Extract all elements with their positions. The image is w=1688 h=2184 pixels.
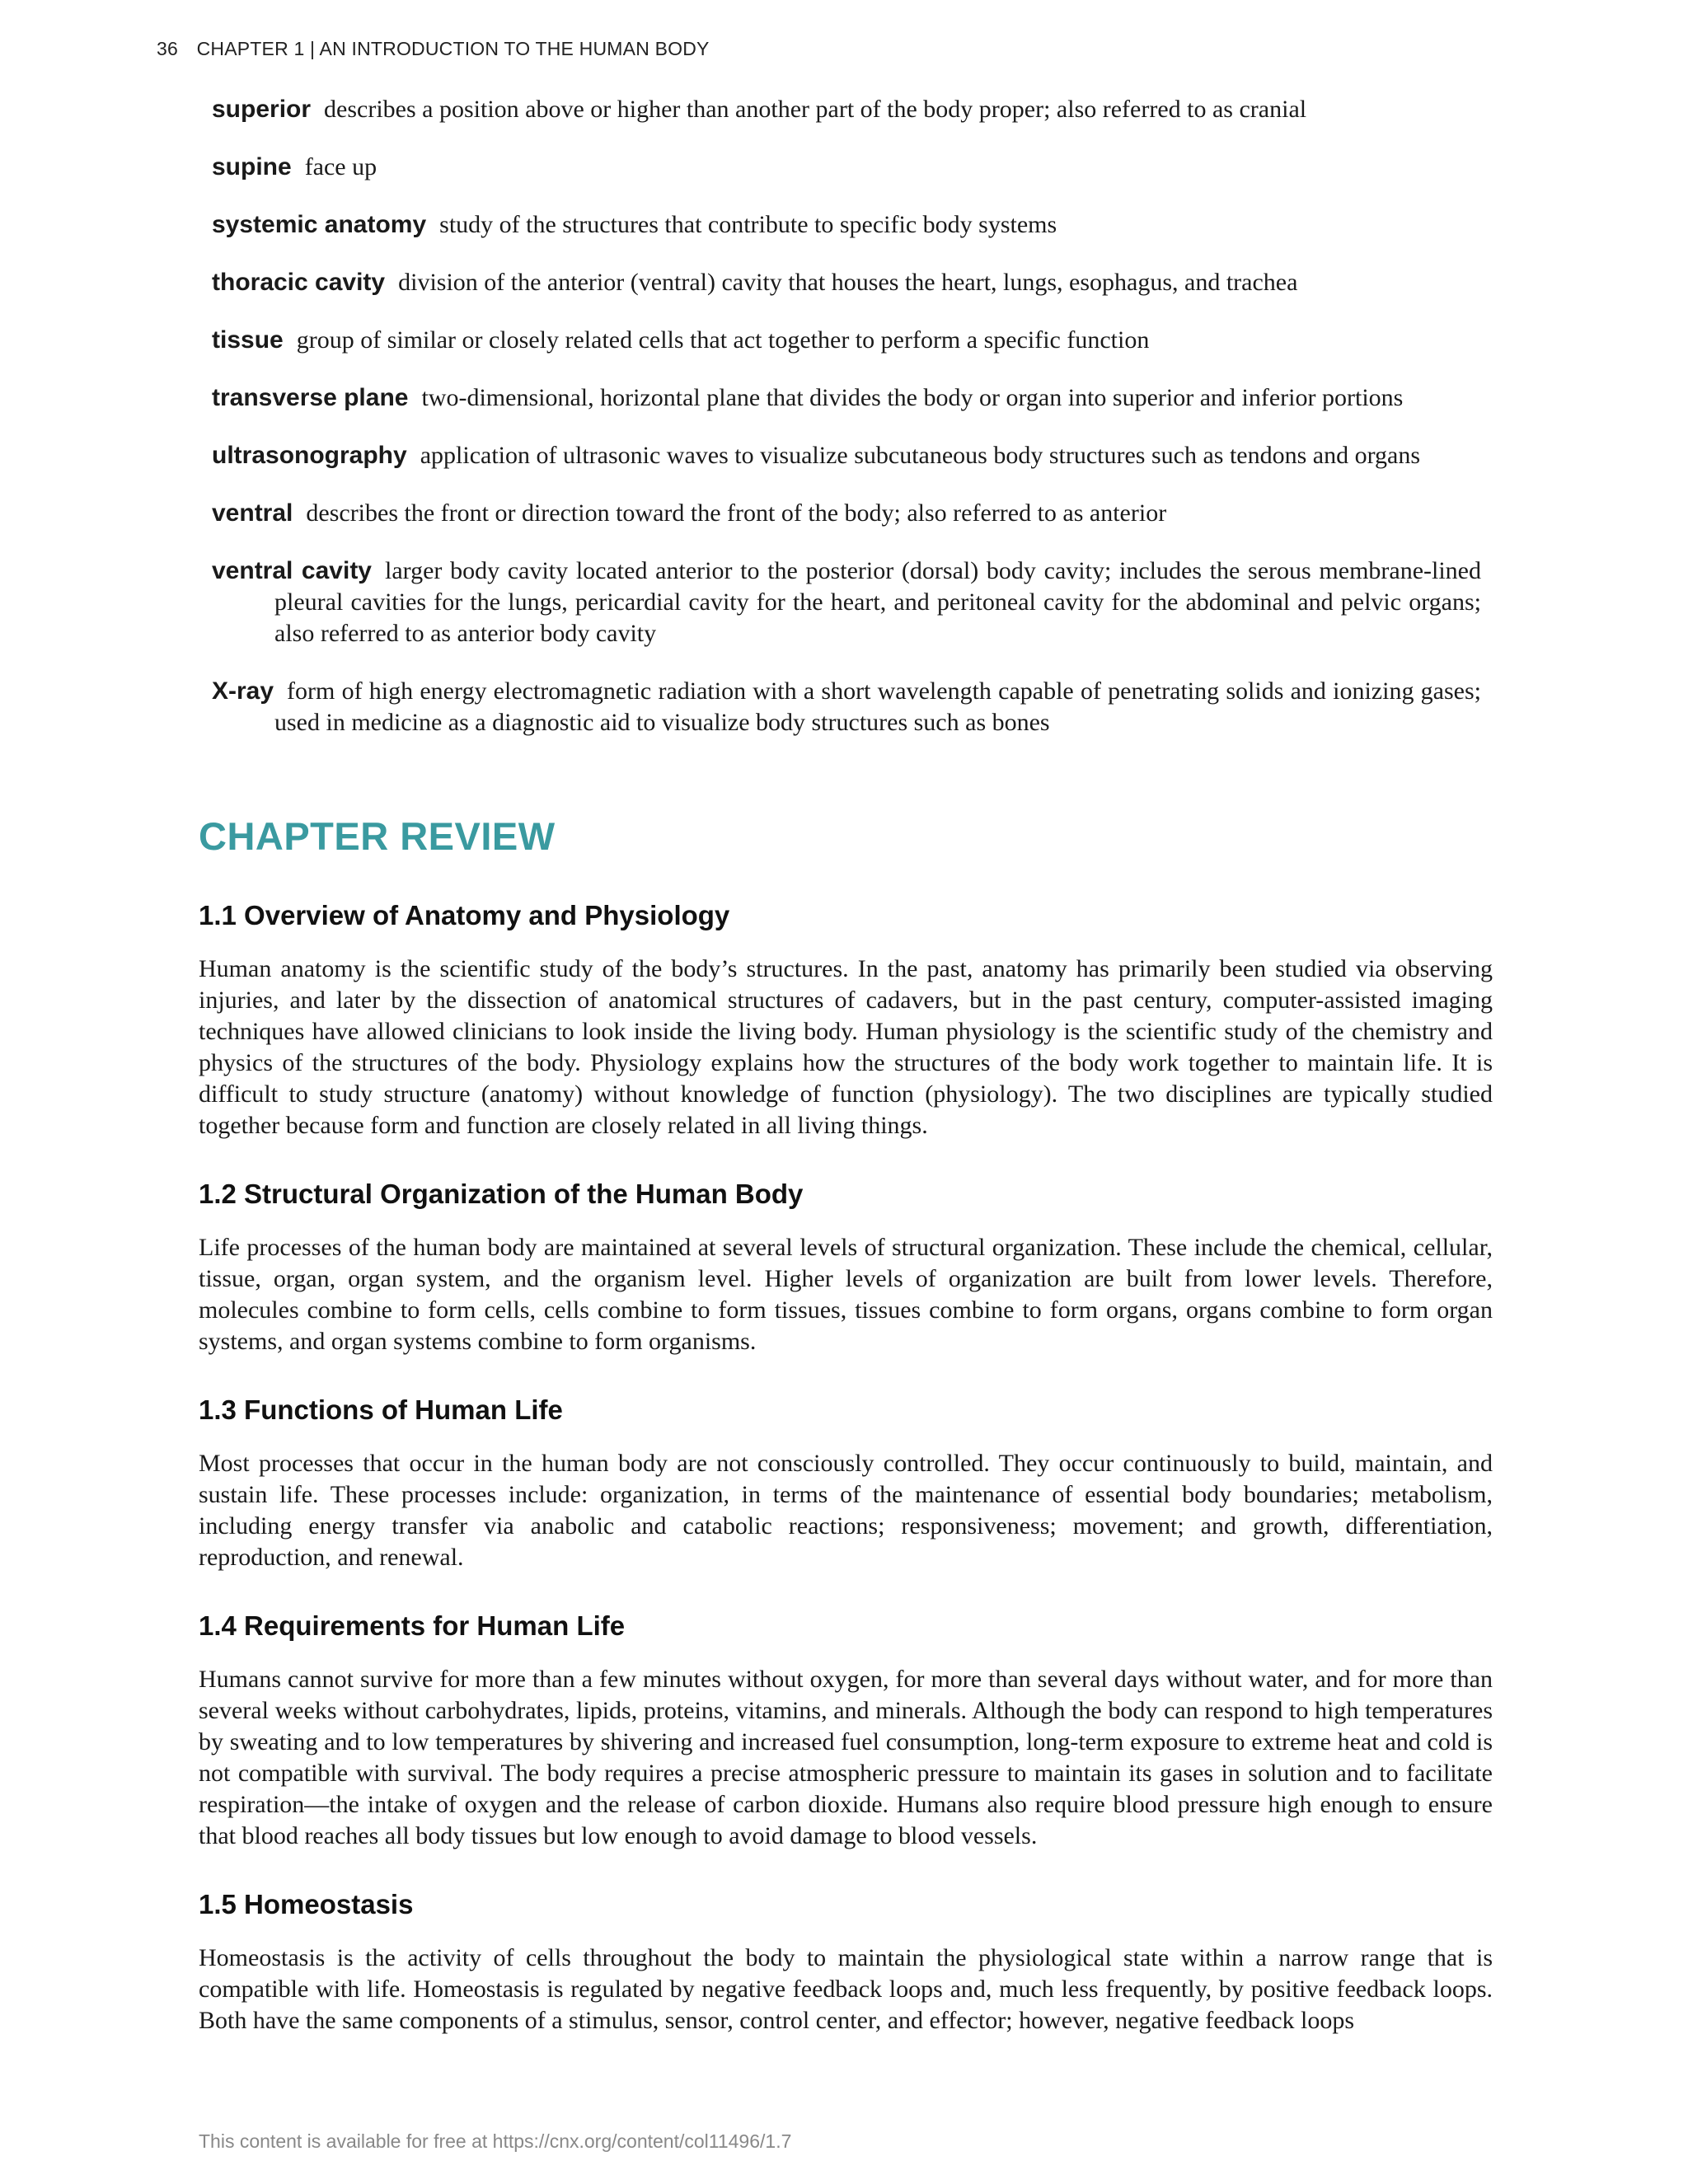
glossary-definition: application of ultrasonic waves to visualize subcutaneous body structures such as tendons and organs — [420, 442, 1421, 469]
glossary-term: systemic anatomy — [212, 211, 427, 238]
section-heading: 1.3 Functions of Human Life — [199, 1394, 563, 1425]
glossary-definition: division of the anterior (ventral) cavity that houses the heart, lungs, esophagus, and trachea — [398, 269, 1298, 296]
glossary-term: ventral — [212, 499, 293, 527]
glossary-entry — [212, 555, 1481, 649]
section-paragraph: Homeostasis is the activity of cells throughout the body to maintain the physiological state within a narrow range that is compatible with life. Homeostasis is regulated by negative feedback loops and, much less frequently, by positive feedback loops. Both have the same components of a stimulus, sensor, control center, and effector; however, negative feedback loops — [199, 1944, 1493, 2034]
glossary-term: thoracic cavity — [212, 269, 386, 296]
glossary-definition: describes a position above or higher than another part of the body proper; also referred to as cranial — [324, 96, 1307, 123]
chapter-title: CHAPTER 1 | AN INTRODUCTION TO THE HUMAN BODY — [196, 38, 710, 59]
glossary-definition: two-dimensional, horizontal plane that divides the body or organ into superior and inferior portions — [421, 384, 1404, 411]
section-paragraph: Human anatomy is the scientific study of the body’s structures. In the past, anatomy has primarily been studied via observing injuries, and later by the dissection of anatomical structures of cadavers, but in the past century, computer-assisted imaging techniques have allowed clinicians to look inside the living body. Human physiology is the scientific study of the chemistry and physics of the structures of the body. Physiology explains how the structures of the body work together to maintain life. It is difficult to study structure (anatomy) without knowledge of function (physiology). The two disciplines are typically studied together because form and function are closely related in all living things. — [199, 955, 1493, 1139]
glossary-definition: face up — [304, 153, 377, 180]
glossary-definition: larger body cavity located anterior to the posterior (dorsal) body cavity; includes the serous membrane-lined pleural cavities for the lungs, pericardial cavity for the heart, and peritoneal cavity for the abdominal and pelvic organs; also referred to as anterior body cavity — [274, 557, 1481, 647]
section-paragraph: Most processes that occur in the human body are not consciously controlled. They occur continuously to build, maintain, and sustain life. These processes include: organization, in terms of the maintenance of essential body boundaries; metabolism, including energy transfer via anabolic and catabolic reactions; responsiveness; movement; and growth, differentiation, reproduction, and renewal. — [199, 1450, 1493, 1571]
glossary-definition: group of similar or closely related cells that act together to perform a specific function — [296, 326, 1150, 354]
section-heading: 1.4 Requirements for Human Life — [199, 1610, 626, 1641]
page-footer: This content is available for free at https://cnx.org/content/col11496/1.7 — [199, 2130, 792, 2152]
glossary-definition: form of high energy electromagnetic radiation with a short wavelength capable of penetrating solids and ionizing gases; used in medicine as a diagnostic aid to visualize body structures such as bones — [274, 677, 1481, 736]
section-heading: 1.1 Overview of Anatomy and Physiology — [199, 900, 730, 930]
glossary-term: ultrasonography — [212, 442, 407, 469]
chapter-review-title: CHAPTER REVIEW — [199, 814, 556, 858]
chapter-review-body — [199, 900, 1493, 2074]
glossary-definition: describes the front or direction toward the front of the body; also referred to as anterior — [306, 499, 1167, 527]
section-heading: 1.5 Homeostasis — [199, 1889, 414, 1919]
glossary-entry — [212, 267, 1481, 298]
glossary-term: superior — [212, 96, 312, 123]
page-header — [157, 38, 710, 60]
glossary-term: tissue — [212, 326, 284, 354]
page-number: 36 — [157, 38, 178, 59]
glossary-term: supine — [212, 153, 292, 180]
glossary-entry — [212, 676, 1481, 738]
glossary-entry — [212, 498, 1481, 529]
glossary-entry — [212, 325, 1481, 356]
glossary-term: ventral cavity — [212, 557, 372, 584]
glossary-entry — [212, 382, 1481, 414]
glossary-definition: study of the structures that contribute to specific body systems — [439, 211, 1057, 238]
glossary-entry — [212, 94, 1481, 125]
glossary-list — [212, 94, 1481, 765]
glossary-entry — [212, 209, 1481, 241]
glossary-term: X-ray — [212, 677, 274, 705]
section-paragraph: Life processes of the human body are maintained at several levels of structural organization. These include the chemical, cellular, tissue, organ, organ system, and the organism level. Higher levels of organization are built from lower levels. Therefore, molecules combine to form cells, cells combine to form tissues, tissues combine to form organs, organs combine to form organ systems, and organ systems combine to form organisms. — [199, 1234, 1493, 1355]
glossary-term: transverse plane — [212, 384, 409, 411]
glossary-entry — [212, 440, 1481, 471]
glossary-entry — [212, 152, 1481, 183]
section-paragraph: Humans cannot survive for more than a few minutes without oxygen, for more than several days without water, and for more than several weeks without carbohydrates, lipids, proteins, vitamins, and minerals. Although the body can respond to high temperatures by sweating and to low temperatures by shivering and increased fuel consumption, long-term exposure to extreme heat and cold is not compatible with survival. The body requires a precise atmospheric pressure to maintain its gases in solution and to facilitate respiration—the intake of oxygen and the release of carbon dioxide. Humans also require blood pressure high enough to ensure that blood reaches all body tissues but low enough to avoid damage to blood vessels. — [199, 1666, 1493, 1849]
section-heading: 1.2 Structural Organization of the Human Body — [199, 1179, 804, 1209]
